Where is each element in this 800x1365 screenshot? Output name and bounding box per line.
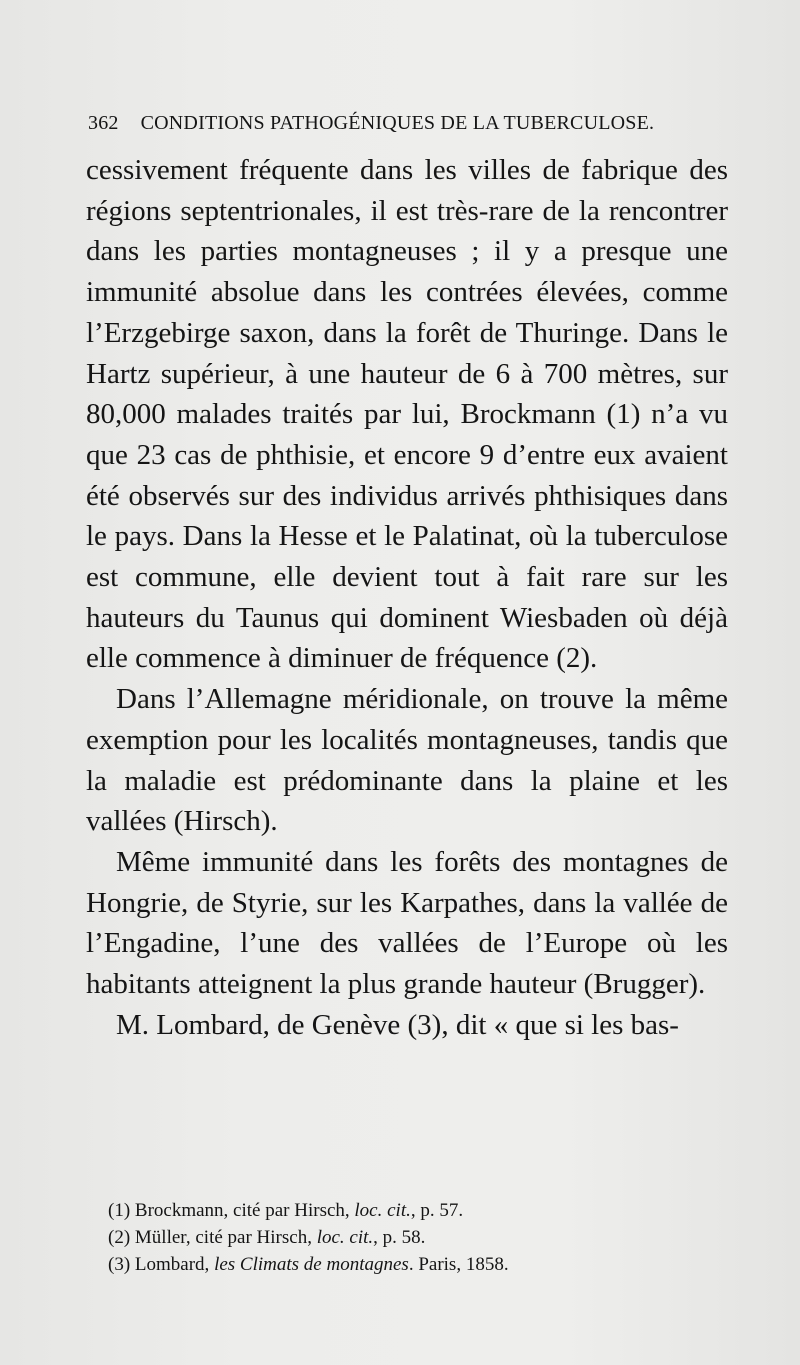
footnote-mark: (1): [108, 1200, 131, 1221]
running-header: [88, 112, 728, 135]
footnote-tail: . Paris, 1858.: [408, 1254, 509, 1275]
footnote-tail: , p. 58.: [373, 1227, 426, 1248]
footnote-mark: (2): [108, 1227, 131, 1248]
footnote-ref: loc. cit.: [316, 1227, 374, 1248]
paragraph-2: Dans l’Allemagne méridionale, on trouve la même exemption pour les localités montagneuses, tandis que la maladie est prédominante dans la plaine et les vallées (Hirsch).: [86, 683, 728, 838]
footnote-mark: (3): [108, 1254, 131, 1275]
footnote-2: [108, 1224, 728, 1251]
footnote-3: [108, 1251, 728, 1278]
paragraph-1: cessivement fréquente dans les villes de fabrique des régions septentrionales, il est très-rare de la rencontrer dans les parties montagneuses ; il y a presque une immunité absolue dans les contrées élevées, comme l’Erzgebirge saxon, dans la forêt de Thuringe. Dans le Hartz supérieur, à une hauteur de 6 à 700 mètres, sur 80,000 malades traités par lui, Brockmann (1) n’a vu que 23 cas de phthisie, et encore 9 d’entre eux avaient été observés sur des individus arrivés phthisiques dans le pays. Dans la Hesse et le Palatinat, où la tuberculose est commune, elle devient tout à fait rare sur les hauteurs du Taunus qui dominent Wiesbaden où déjà elle commence à diminuer de fréquence (2).: [86, 154, 728, 675]
footnote-text: Lombard,: [134, 1254, 210, 1275]
page-number: 362: [88, 112, 119, 134]
footnote-text: Müller, cité par Hirsch,: [134, 1227, 312, 1248]
footnote-ref: les Climats de montagnes: [214, 1254, 409, 1275]
running-title: CONDITIONS PATHOGÉNIQUES DE LA TUBERCULOSE.: [140, 112, 655, 134]
footnote-text: Brockmann, cité par Hirsch,: [134, 1200, 350, 1221]
footnote-tail: , p. 57.: [410, 1200, 464, 1221]
footnotes: [108, 1197, 728, 1278]
paragraph-4: M. Lombard, de Genève (3), dit « que si les bas-: [116, 1008, 679, 1041]
body-text: [86, 150, 728, 1045]
paragraph-3: Même immunité dans les forêts des montagnes de Hongrie, de Styrie, sur les Karpathes, dans la vallée de l’Engadine, l’une des vallées de l’Europe où les habitants atteignent la plus grande hauteur (Brugger).: [86, 845, 728, 1001]
footnote-1: [108, 1197, 728, 1224]
footnote-ref: loc. cit.: [354, 1200, 411, 1221]
